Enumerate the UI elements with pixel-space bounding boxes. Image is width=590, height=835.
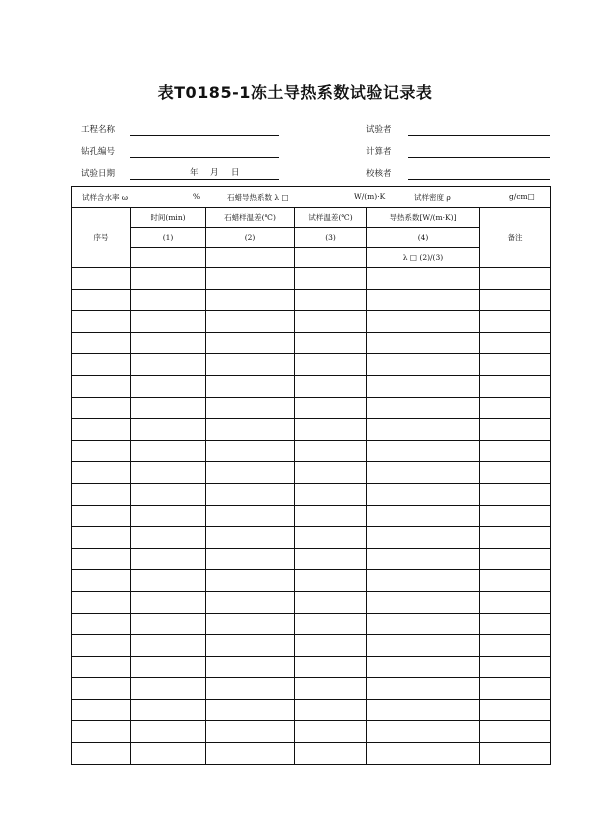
table-cell[interactable] [72, 656, 131, 678]
table-cell[interactable] [480, 289, 551, 311]
table-cell[interactable] [295, 699, 367, 721]
formula-cell: λ □ (2)/(3) [367, 248, 480, 268]
table-cell[interactable] [480, 311, 551, 333]
remarks-header: 备注 [480, 208, 551, 268]
table-row [72, 635, 551, 657]
table-cell[interactable] [295, 527, 367, 549]
table-cell[interactable] [206, 375, 295, 397]
index-3: (3) [295, 228, 367, 248]
table-cell[interactable] [206, 635, 295, 657]
table-cell[interactable] [131, 743, 206, 765]
table-cell[interactable] [480, 397, 551, 419]
table-cell[interactable] [480, 268, 551, 290]
table-cell[interactable] [367, 289, 480, 311]
table-cell[interactable] [480, 375, 551, 397]
sample-blank-cell[interactable] [295, 248, 367, 268]
table-cell[interactable] [367, 419, 480, 441]
paraffin-k-unit: W/(m)·K [354, 192, 386, 201]
table-cell[interactable] [480, 505, 551, 527]
table-cell[interactable] [295, 289, 367, 311]
table-cell[interactable] [72, 462, 131, 484]
table-row [72, 483, 551, 505]
table-cell[interactable] [480, 656, 551, 678]
table-cell[interactable] [480, 570, 551, 592]
table-cell[interactable] [131, 332, 206, 354]
table-row [72, 656, 551, 678]
table-row [72, 743, 551, 765]
table-cell[interactable] [367, 440, 480, 462]
form-title: 表T0185-1冻土导热系数试验记录表 [157, 83, 433, 102]
table-cell[interactable] [206, 743, 295, 765]
table-cell[interactable] [367, 699, 480, 721]
table-cell[interactable] [367, 591, 480, 613]
borehole-no-field[interactable] [130, 157, 279, 158]
table-cell[interactable] [480, 613, 551, 635]
table-cell[interactable] [131, 483, 206, 505]
table-cell[interactable] [206, 440, 295, 462]
table-cell[interactable] [367, 548, 480, 570]
table-cell[interactable] [72, 419, 131, 441]
sample-temp-diff-header: 试样温差(℃) [295, 208, 367, 228]
table-row [72, 527, 551, 549]
table-cell[interactable] [72, 354, 131, 376]
table-cell[interactable] [72, 743, 131, 765]
project-name-label: 工程名称 [81, 125, 116, 135]
table-cell[interactable] [206, 483, 295, 505]
table-cell[interactable] [367, 268, 480, 290]
table-cell[interactable] [295, 591, 367, 613]
table-cell[interactable] [72, 332, 131, 354]
table-row [72, 332, 551, 354]
table-cell[interactable] [72, 311, 131, 333]
table-cell[interactable] [480, 635, 551, 657]
table-cell[interactable] [367, 311, 480, 333]
table-cell[interactable] [480, 483, 551, 505]
density-unit: g/cm□ [509, 192, 535, 201]
calculator-field[interactable] [408, 157, 550, 158]
table-cell[interactable] [367, 743, 480, 765]
table-cell[interactable] [131, 419, 206, 441]
table-cell[interactable] [480, 527, 551, 549]
table-cell[interactable] [72, 570, 131, 592]
checker-field[interactable] [408, 179, 550, 180]
table-cell[interactable] [72, 527, 131, 549]
table-cell[interactable] [131, 699, 206, 721]
conductivity-header: 导热系数[W/(m·K)] [367, 208, 480, 228]
table-cell[interactable] [131, 613, 206, 635]
table-cell[interactable] [367, 462, 480, 484]
params-row [72, 187, 551, 208]
table-cell[interactable] [295, 311, 367, 333]
table-cell[interactable] [131, 311, 206, 333]
header-row-3 [72, 248, 551, 268]
tester-label: 试验者 [366, 125, 392, 135]
table-cell[interactable] [72, 397, 131, 419]
table-cell[interactable] [480, 678, 551, 700]
table-cell[interactable] [131, 268, 206, 290]
table-cell[interactable] [131, 375, 206, 397]
table-cell[interactable] [131, 354, 206, 376]
seq-header: 序号 [72, 208, 131, 268]
table-cell[interactable] [367, 570, 480, 592]
density-label: 试样密度 ρ [414, 193, 451, 202]
table-row [72, 440, 551, 462]
table-row [72, 289, 551, 311]
table-cell[interactable] [131, 289, 206, 311]
test-date-label: 试验日期 [81, 169, 116, 179]
table-cell[interactable] [131, 591, 206, 613]
table-cell[interactable] [206, 397, 295, 419]
table-row [72, 678, 551, 700]
table-cell[interactable] [295, 570, 367, 592]
table-cell[interactable] [72, 548, 131, 570]
table-cell[interactable] [295, 354, 367, 376]
table-cell[interactable] [206, 699, 295, 721]
table-cell[interactable] [206, 268, 295, 290]
table-cell[interactable] [295, 721, 367, 743]
borehole-no-label: 钻孔编号 [81, 147, 116, 157]
table-cell[interactable] [206, 721, 295, 743]
date-year-label: 年 [190, 168, 199, 178]
time-header: 时间(min) [131, 208, 206, 228]
table-cell[interactable] [367, 635, 480, 657]
table-cell[interactable] [206, 613, 295, 635]
table-row [72, 354, 551, 376]
table-row [72, 613, 551, 635]
index-4: (4) [367, 228, 480, 248]
table-cell[interactable] [131, 505, 206, 527]
table-cell[interactable] [480, 332, 551, 354]
test-date-field[interactable] [130, 179, 279, 180]
table-row [72, 505, 551, 527]
table-cell[interactable] [131, 397, 206, 419]
date-day-label: 日 [231, 168, 240, 178]
table-cell[interactable] [131, 678, 206, 700]
table-cell[interactable] [480, 743, 551, 765]
table-cell[interactable] [72, 591, 131, 613]
table-row [72, 311, 551, 333]
table-cell[interactable] [206, 289, 295, 311]
table-cell[interactable] [206, 527, 295, 549]
tester-field[interactable] [408, 135, 550, 136]
table-row [72, 721, 551, 743]
table-cell[interactable] [367, 483, 480, 505]
table-cell[interactable] [295, 613, 367, 635]
project-name-field[interactable] [130, 135, 279, 136]
table-cell[interactable] [480, 548, 551, 570]
table-row [72, 419, 551, 441]
table-row [72, 462, 551, 484]
table-cell[interactable] [206, 656, 295, 678]
table-cell[interactable] [206, 462, 295, 484]
index-2: (2) [206, 228, 295, 248]
table-cell[interactable] [480, 419, 551, 441]
table-cell[interactable] [295, 635, 367, 657]
moisture-unit: % [193, 192, 201, 201]
table-cell[interactable] [206, 332, 295, 354]
table-cell[interactable] [480, 699, 551, 721]
table-cell[interactable] [367, 397, 480, 419]
table-cell[interactable] [367, 505, 480, 527]
index-1: (1) [131, 228, 206, 248]
table-cell[interactable] [295, 678, 367, 700]
table-cell[interactable] [72, 289, 131, 311]
table-cell[interactable] [480, 354, 551, 376]
table-cell[interactable] [72, 613, 131, 635]
header-row-1 [72, 208, 551, 228]
table-cell[interactable] [206, 678, 295, 700]
table-cell[interactable] [206, 354, 295, 376]
table-cell[interactable] [367, 678, 480, 700]
table-cell[interactable] [295, 548, 367, 570]
table-cell[interactable] [295, 505, 367, 527]
table-cell[interactable] [72, 483, 131, 505]
paraffin-blank-cell[interactable] [206, 248, 295, 268]
paraffin-temp-diff-header: 石蜡样温差(℃) [206, 208, 295, 228]
calculator-label: 计算者 [366, 147, 392, 157]
table-cell[interactable] [367, 332, 480, 354]
table-cell[interactable] [131, 462, 206, 484]
table-row [72, 570, 551, 592]
table-cell[interactable] [367, 721, 480, 743]
table-cell[interactable] [72, 375, 131, 397]
table-row [72, 699, 551, 721]
paraffin-k-label: 石蜡导热系数 λ □ [227, 193, 289, 202]
table-cell[interactable] [72, 721, 131, 743]
time-blank-cell[interactable] [131, 248, 206, 268]
table-cell[interactable] [367, 375, 480, 397]
table-cell[interactable] [295, 268, 367, 290]
table-cell[interactable] [480, 462, 551, 484]
header-row-2 [72, 228, 551, 248]
table-row [72, 268, 551, 290]
table-cell[interactable] [131, 548, 206, 570]
table-cell[interactable] [367, 527, 480, 549]
table-cell[interactable] [295, 397, 367, 419]
table-cell[interactable] [72, 440, 131, 462]
table-cell[interactable] [72, 699, 131, 721]
table-cell[interactable] [72, 505, 131, 527]
table-cell[interactable] [480, 440, 551, 462]
table-cell[interactable] [367, 613, 480, 635]
table-row [72, 397, 551, 419]
table-cell[interactable] [295, 483, 367, 505]
table-cell[interactable] [206, 548, 295, 570]
moisture-label: 试样含水率 ω [82, 193, 128, 202]
table-cell[interactable] [295, 419, 367, 441]
date-month-label: 月 [210, 168, 219, 178]
table-cell[interactable] [206, 505, 295, 527]
table-cell[interactable] [367, 354, 480, 376]
table-cell[interactable] [206, 311, 295, 333]
table-cell[interactable] [295, 440, 367, 462]
table-cell[interactable] [131, 721, 206, 743]
table-cell[interactable] [295, 743, 367, 765]
table-cell[interactable] [206, 591, 295, 613]
table-cell[interactable] [480, 591, 551, 613]
table-cell[interactable] [131, 440, 206, 462]
table-cell[interactable] [72, 268, 131, 290]
table-cell[interactable] [131, 570, 206, 592]
table-cell[interactable] [295, 462, 367, 484]
record-table [71, 186, 551, 765]
table-cell[interactable] [295, 332, 367, 354]
table-row [72, 375, 551, 397]
table-cell[interactable] [131, 527, 206, 549]
table-cell[interactable] [131, 635, 206, 657]
table-cell[interactable] [206, 570, 295, 592]
table-cell[interactable] [367, 656, 480, 678]
table-row [72, 591, 551, 613]
table-cell[interactable] [131, 656, 206, 678]
table-cell[interactable] [295, 375, 367, 397]
table-cell[interactable] [206, 419, 295, 441]
checker-label: 校核者 [366, 169, 392, 179]
table-cell[interactable] [72, 678, 131, 700]
table-cell[interactable] [295, 656, 367, 678]
table-row [72, 548, 551, 570]
table-cell[interactable] [480, 721, 551, 743]
table-cell[interactable] [72, 635, 131, 657]
